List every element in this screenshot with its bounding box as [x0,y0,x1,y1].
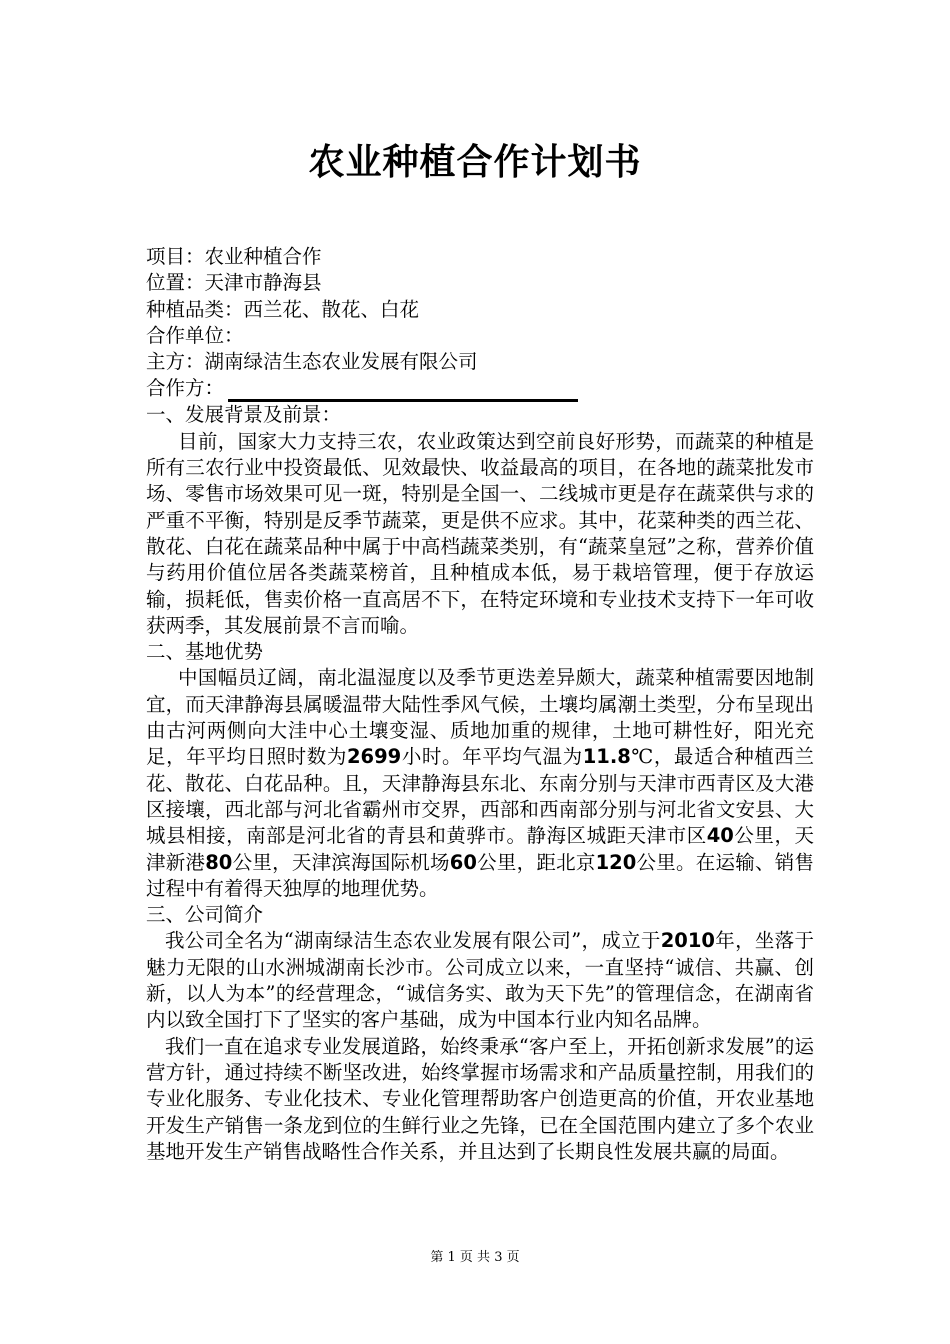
section-3-paragraph-2: 我们一直在追求专业发展道路，始终秉承“客户至上，开拓创新求发展”的运营方针，通过持续不断坚改进，始终掌握市场需求和产品质量控制，用我们的专业化服务、专业化技术、专业化管理帮助客户创造更高的价值，开农业基地开发生产销售一条龙到位的生鲜行业之先锋，已在全国范围内建立了多个农业基地开发生产销售战略性合作关系，并且达到了长期良性发展共赢的局面。 [146,1034,814,1163]
text-run: ℃，最适合种植西兰花、散花、白花品种。且，天津静海县东北、东南分别与天津市西青区及大港区接壤，西北部与河北省霸州市交界，西部和西南部分别与河北省文安县、大城县相接，南部是河北省的青县和黄骅市。静海区城距天津市区 [146,745,814,848]
info-partners: 合作单位： [146,323,244,347]
text-run: 公里，天津滨海国际机场 [232,850,450,874]
info-location: 位置：天津市静海县 [146,271,322,295]
document-body [146,244,814,1165]
text-run: 公里。在运输、销售过程中有着得天独厚的地理优势。 [146,850,814,900]
page-number-footer: 第 1 页 共 3 页 [430,1250,520,1265]
section-3-paragraph-1 [146,928,814,1033]
cooperator-blank-line [228,375,578,402]
text-run: 公里，距北京 [476,850,596,874]
text-run: 我公司全名为“湖南绿洁生态农业发展有限公司”，成立于 [165,929,661,953]
distance-beijing-value: 120 [595,850,637,874]
text-run: 小时。年平均气温为 [401,745,583,769]
section-2-paragraph [146,665,814,902]
distance-port-value: 80 [205,850,233,874]
text-run: 公里，天津新港 [146,824,814,874]
text-run: 中国幅员辽阔，南北温湿度以及季节更迭差异颇大，蔬菜种植需要因地制宜，而天津静海县属暖温带大陆性季风气候，土壤均属潮土类型，分布呈现出由古河两侧向大洼中心土壤变湿、质地加重的规律，土地可耕性好，阳光充足，年平均日照时数为 [146,666,814,769]
distance-city-value: 40 [706,824,734,848]
cooperator-label: 合作方： [146,377,225,401]
document-title: 农业种植合作计划书 [308,142,642,183]
founding-year-value: 2010 [660,929,715,953]
section-2-heading: 二、基地优势 [146,640,264,664]
section-3-heading: 三、公司简介 [146,903,264,927]
section-1-heading: 一、发展背景及前景： [146,403,342,427]
info-main-party: 主方：湖南绿洁生态农业发展有限公司 [146,350,478,374]
info-cooperator [146,375,814,402]
distance-airport-value: 60 [449,850,477,874]
info-project: 项目：农业种植合作 [146,245,322,268]
text-run: 年，坐落于魅力无限的山水洲城湖南长沙市。公司成立以来，一直坚持“诚信、共赢、创新，以人为本”的经营理念，“诚信务实、敢为天下先”的管理信念，在湖南省内以致全国打下了坚实的客户基础，成为中国本行业内知名品牌。 [146,929,814,1032]
average-temperature-value: 11.8 [582,745,631,769]
sunshine-hours-value: 2699 [346,745,402,769]
section-1-paragraph: 目前，国家大力支持三农，农业政策达到空前良好形势，而蔬菜的种植是所有三农行业中投资最低、见效最快、收益最高的项目，在各地的蔬菜批发市场、零售市场效果可见一斑，特别是全国一、二线城市更是存在蔬菜供与求的严重不平衡，特别是反季节蔬菜，更是供不应求。其中，花菜种类的西兰花、散花、白花在蔬菜品种中属于中高档蔬菜类别，有“蔬菜皇冠”之称，营养价值与药用价值位居各类蔬菜榜首，且种植成本低，易于栽培管理，便于存放运输，损耗低，售卖价格一直高居不下，在特定环境和专业技术支持下一年可收获两季，其发展前景不言而喻。 [146,429,814,637]
info-varieties: 种植品类：西兰花、散花、白花 [146,297,420,321]
